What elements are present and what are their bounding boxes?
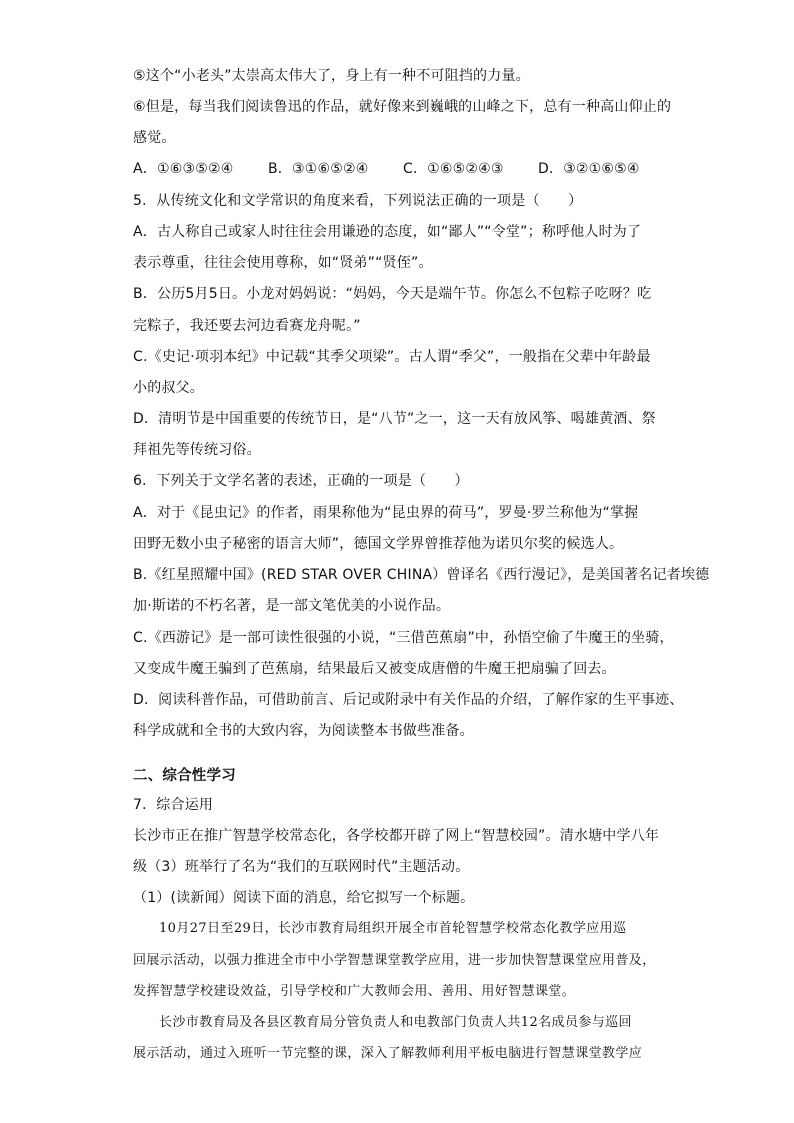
- q5-option-c-cont: 小的叔父。: [133, 380, 204, 396]
- q6-option-a: A．对于《昆虫记》的作者，雨果称他为“昆虫界的荷马”，罗曼·罗兰称他为“掌握: [133, 505, 639, 521]
- section-heading: 二、综合性学习: [133, 768, 236, 784]
- option-c: C．①⑥⑤②④③: [403, 161, 504, 177]
- q5-option-a: A．古人称自己或家人时往往会用谦逊的态度，如“鄙人”“令堂”；称呼他人时为了: [133, 224, 642, 240]
- q6-option-d-cont: 科学成就和全书的大致内容，为阅读整本书做些准备。: [133, 723, 474, 739]
- news-line-1: 10月27日至29日，长沙市教育局组织开展全市首轮智慧学校常态化教学应用巡: [159, 921, 627, 936]
- line-6-cont: 感觉。: [133, 130, 176, 146]
- q6-option-d: D．阅读科普作品，可借助前言、后记或附录中有关作品的介绍，了解作家的生平事迹、: [133, 692, 684, 708]
- news-line-4: 长沙市教育局及各县区教育局分管负责人和电教部门负责人共12名成员参与巡回: [159, 1015, 632, 1030]
- news-line-3: 发挥智慧学校建设效益，引导学校和广大教师会用、善用、用好智慧课堂。: [133, 984, 576, 999]
- q5-option-d-cont: 拜祖先等传统习俗。: [133, 442, 261, 458]
- q5-option-c: C.《史记·项羽本纪》中记载“其季父项梁”。古人谓“季父”，一般指在父辈中年龄最: [133, 349, 651, 365]
- line-5: ⑤这个“小老头”太崇高太伟大了，身上有一种不可阻挡的力量。: [133, 68, 530, 84]
- q4-options: [133, 159, 673, 179]
- q5-option-a-cont: 表示尊重，往往会使用尊称，如“贤弟”“贤侄”。: [133, 255, 433, 271]
- q6-option-c-cont: 又变成牛魔王骗到了芭蕉扇，结果最后又被变成唐僧的牛魔王把扇骗了回去。: [133, 661, 616, 677]
- q5-option-b-cont: 完粽子，我还要去河边看赛龙舟呢。”: [133, 318, 361, 334]
- q6-option-c: C.《西游记》是一部可读性很强的小说，“三借芭蕉扇”中，孙悟空偷了牛魔王的坐骑，: [133, 630, 674, 646]
- q6-option-b: B.《红星照耀中国》(RED STAR OVER CHINA）曾译名《西行漫记》，是美国著名记者埃德: [133, 567, 710, 583]
- q6-option-a-cont: 田野无数小虫子秘密的语言大师”，德国文学界曾推荐他为诺贝尔奖的候选人。: [133, 536, 624, 552]
- q7-intro-line-1: 长沙市正在推广智慧学校常态化，各学校都开辟了网上“智慧校园”。清水塘中学八年: [133, 828, 660, 844]
- q7-subquestion-1: （1）(读新闻）阅读下面的消息，给它拟写一个标题。: [133, 890, 475, 906]
- option-a: A．①⑥③⑤②④: [133, 161, 234, 177]
- q5-option-d: D．清明节是中国重要的传统节日，是“八节”之一，这一天有放风筝、喝雄黄酒、祭: [133, 411, 656, 427]
- option-d: D．③②①⑥⑤④: [538, 161, 640, 177]
- news-line-2: 回展示活动，以强力推进全市中小学智慧课堂教学应用，进一步加快智慧课堂应用普及，: [133, 953, 656, 968]
- question-7: 7．综合运用: [133, 797, 214, 813]
- option-b: B．③①⑥⑤②④: [268, 161, 369, 177]
- question-5: 5．从传统文化和文学常识的角度来看，下列说法正确的一项是（ ）: [133, 193, 583, 209]
- q7-intro-line-2: 级（3）班举行了名为“我们的互联网时代”主题活动。: [133, 859, 470, 875]
- news-line-5: 展示活动，通过入班听一节完整的课，深入了解教师利用平板电脑进行智慧课堂教学应: [133, 1046, 643, 1061]
- q6-option-b-cont: 加·斯诺的不朽名著，是一部文笔优美的小说作品。: [133, 598, 451, 614]
- question-6: 6．下列关于文学名著的表述，正确的一项是（ ）: [133, 473, 469, 489]
- line-6: ⑥但是，每当我们阅读鲁迅的作品，就好像来到巍峨的山峰之下，总有一种高山仰止的: [133, 99, 672, 115]
- q5-option-b: B．公历5月5日。小龙对妈妈说：“妈妈，今天是端午节。你怎么不包粽子吃呀？吃: [133, 286, 652, 302]
